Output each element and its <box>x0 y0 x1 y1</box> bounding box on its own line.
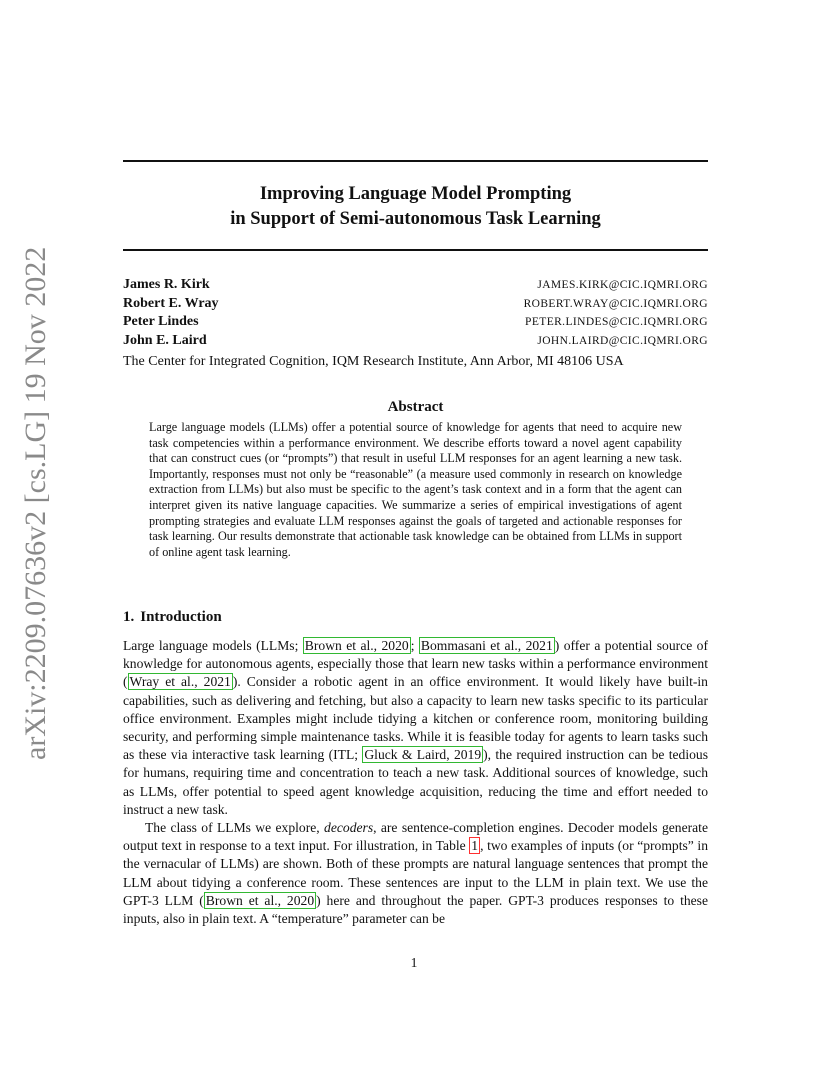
title-rule-bottom <box>123 249 708 251</box>
paragraph <box>123 637 708 819</box>
author-email[interactable]: PETER.LINDES@CIC.IQMRI.ORG <box>525 316 708 328</box>
author-email[interactable]: JOHN.LAIRD@CIC.IQMRI.ORG <box>537 334 708 347</box>
paper-title <box>123 182 708 232</box>
emphasis: decoders <box>324 820 374 836</box>
section-title: Introduction <box>140 609 222 625</box>
text-run: ), the required instruction can be tedious for humans, requiring time and concentration to teach a new task. Additional sources of knowledge, such as LLMs, offer potential to speed agent knowledge acquisition, reducing the time and effort needed to instruct a new task. <box>123 747 709 817</box>
title-line-2: in Support of Semi-autonomous Task Learning <box>230 209 601 229</box>
text-run: , two examples of inputs (or “prompts” in the vernacular of LLMs) are shown. Both of these prompts are natural language sentences that prompt the LLM about tidying a conference room. These sentences are input to the LLM in plain text. We use the GPT-3 LLM ( <box>123 838 708 908</box>
author-email[interactable]: ROBERT.WRAY@CIC.IQMRI.ORG <box>523 297 708 310</box>
abstract-heading: Abstract <box>387 399 444 415</box>
author-name: John E. Laird <box>123 332 207 348</box>
citation-link[interactable]: Gluck & Laird, 2019 <box>364 747 482 763</box>
citation-link[interactable]: Bommasani et al., 2021 <box>420 638 553 653</box>
author-name: Peter Lindes <box>123 314 199 329</box>
introduction-body <box>123 637 708 928</box>
author-name: James R. Kirk <box>123 277 210 292</box>
citation-link[interactable]: Brown et al., 2020 <box>304 638 409 653</box>
text-run: The class of LLMs we explore, <box>145 820 325 836</box>
text-run: ) here and throughout the paper. GPT-3 produces responses to these inputs, also in plain text. A “temperature” parameter can be <box>123 892 708 927</box>
affiliation: The Center for Integrated Cognition, IQM Research Institute, Ann Arbor, MI 48106 USA <box>123 354 624 369</box>
author-row <box>123 277 708 296</box>
table-reference-link[interactable]: 1 <box>471 838 479 854</box>
section-number: 1. <box>123 609 135 625</box>
text-run: , are sentence-completion engines. Decoder models generate output text in response to a text input. For illustration, in Table <box>123 820 708 854</box>
author-email[interactable]: JAMES.KIRK@CIC.IQMRI.ORG <box>537 279 708 291</box>
text-run: Large language models (LLMs; <box>123 638 303 653</box>
author-block <box>123 277 708 370</box>
author-name: Robert E. Wray <box>123 295 219 311</box>
citation-link[interactable]: Wray et al., 2021 <box>129 674 231 690</box>
title-line-1: Improving Language Model Prompting <box>259 184 572 204</box>
page-number: 1 <box>410 955 418 970</box>
title-rule-top <box>123 160 708 162</box>
author-row <box>123 333 708 352</box>
author-row <box>123 314 708 333</box>
text-run: ). Consider a robotic agent in an office environment. It would likely have built-in capabilities, such as delivering and fetching, but also a capacity to learn new tasks specific to its particular office environment. Examples might include tidying a kitchen or conference room, monitoring building security, and performing simple maintenance tasks. While it is feasible today for agents to learn tasks such as these via interactive task learning (ITL; <box>123 674 708 763</box>
paragraph <box>123 819 708 928</box>
abstract-text: Large language models (LLMs) offer a potential source of knowledge for agents that need to acquire new task competencies within a performance environment. We describe efforts toward a novel agent capability that can construct cues (or “prompts”) that result in useful LLM responses for an agent learning a new task. Importantly, responses must not only be “reasonable” (a measure used commonly in research on knowledge extraction from LLMs) but also must be specific to the agent’s task context and in a form that the agent can interpret given its native language capacities. We summarize a series of empirical investigations of agent prompting strategies and evaluate LLM responses against the goals of targeted and actionable responses for task learning. Our results demonstrate that actionable task knowledge can be obtained from LLMs in support of online agent task learning. <box>149 420 682 559</box>
text-run: ; <box>410 638 419 653</box>
arxiv-identifier[interactable]: arXiv:2209.07636v2 [cs.LG] 19 Nov 2022 <box>19 246 52 760</box>
section-heading <box>123 609 222 626</box>
text-run: ) offer a potential source of knowledge for autonomous agents, especially those that learn new tasks within a performance environment ( <box>123 638 709 690</box>
author-row <box>123 296 708 315</box>
citation-link[interactable]: Brown et al., 2020 <box>205 892 315 908</box>
